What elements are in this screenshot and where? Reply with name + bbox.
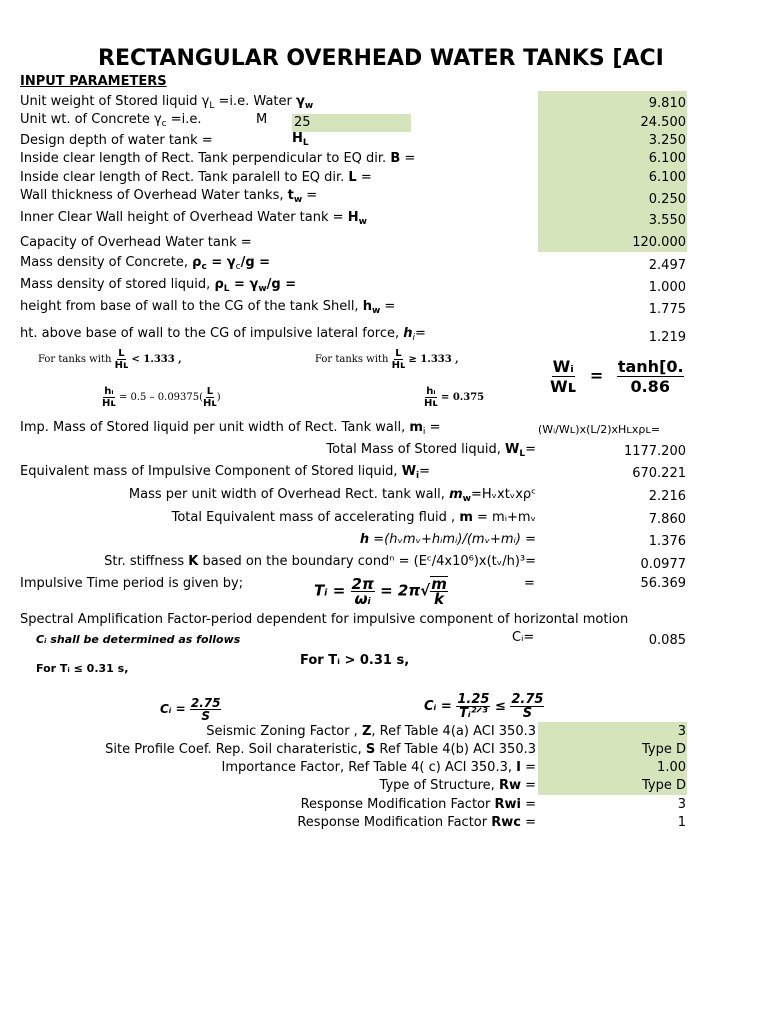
value-unit-weight-liquid[interactable]: 9.810: [648, 96, 686, 111]
value-rwi: 3: [677, 797, 686, 812]
value-total-equiv-mass: 7.860: [648, 512, 686, 527]
imp-mass-formula: (Wᵢ/Wʟ)x(L/2)xHʟxρʟ=: [538, 423, 661, 436]
formula-ci-small: Cᵢ = $\frac{2.75}{S}$: [160, 696, 221, 723]
formula-condition-small-ratio: For tanks with $\frac{L}{\text{Hʟ}}$ < 1.333 ,: [38, 348, 182, 371]
label-capacity: Capacity of Overhead Water tank =: [20, 235, 252, 250]
page-title: RECTANGULAR OVERHEAD WATER TANKS [ACI: [98, 46, 664, 71]
value-zone-factor[interactable]: 3: [677, 724, 686, 739]
concrete-grade-value[interactable]: 25: [294, 115, 311, 130]
label-importance-factor: Importance Factor, Ref Table 4( c) ACI 350.3, I =: [221, 760, 536, 775]
label-rwi: Response Modification Factor Rwi =: [300, 797, 536, 812]
value-time-period: 56.369: [640, 576, 686, 591]
formula-ci-note: Cᵢ shall be determined as follows: [36, 633, 241, 646]
formula-wi-ratio: $\frac{\text{Wᵢ}}{\text{Wʟ}}$ = $\frac{\tanh[0.}{0.86}$: [550, 357, 684, 396]
value-height-impulsive: 1.219: [648, 330, 686, 345]
label-design-depth: Design depth of water tank =: [20, 133, 213, 148]
spectral-heading: Spectral Amplification Factor-period dependent for impulsive component of horizontal motion: [20, 612, 629, 627]
value-height-cg-shell: 1.775: [648, 302, 686, 317]
label-stiffness: Str. stiffness K based on the boundary condⁿ = (Eᶜ/4x10⁶)x(tᵥ/h)³=: [104, 554, 536, 569]
label-height-impulsive: ht. above base of wall to the CG of impulsive lateral force, $h_i=$: [20, 326, 426, 343]
design-depth-symbol: $H_L$: [292, 131, 309, 148]
value-ci: 0.085: [648, 633, 686, 648]
value-rwc: 1: [677, 815, 686, 830]
label-clear-length-b: Inside clear length of Rect. Tank perpendicular to EQ dir. B =: [20, 151, 416, 166]
value-capacity[interactable]: 120.000: [632, 235, 686, 250]
label-zone-factor: Seismic Zoning Factor , Z, Ref Table 4(a) ACI 350.3: [206, 724, 536, 739]
label-equiv-mass-impulsive: Equivalent mass of Impulsive Component of Stored liquid, $W_i=$: [20, 464, 431, 481]
label-soil-profile: Site Profile Coef. Rep. Soil charateristic, S Ref Table 4(b) ACI 350.3: [105, 742, 536, 757]
value-equiv-mass-impulsive: 670.221: [632, 466, 686, 481]
label-structure-type: Type of Structure, Rw =: [379, 778, 536, 793]
formula-ci-large: Cᵢ = $\frac{1.25}{\text{Tᵢ²ᐟ³}}$ ≤ $\frac{2.75}{S}$: [424, 692, 544, 721]
label-unit-weight-concrete: Unit wt. of Concrete $\gamma_c =i.e$.: [20, 112, 202, 129]
value-soil-profile[interactable]: Type D: [641, 742, 686, 757]
value-mass-wall: 2.216: [648, 489, 686, 504]
label-clear-length-l: Inside clear length of Rect. Tank paralell to EQ dir. L =: [20, 170, 372, 185]
formula-ti-small: For Tᵢ ≤ 0.31 s,: [36, 662, 129, 675]
label-wall-thickness: Wall thickness of Overhead Water tanks, $t_w$ =: [20, 188, 318, 205]
label-unit-weight-liquid: Unit weight of Stored liquid $\gamma_L =i.e$. Water $\gamma_w$: [20, 94, 314, 111]
label-mass-density-liquid: Mass density of stored liquid, $\rho_L = \gamma_w/g$ =: [20, 277, 297, 294]
label-mass-wall: Mass per unit width of Overhead Rect. tank wall, $m_w=Hᵥxtᵥx\rho ᶜ$: [128, 487, 536, 504]
time-period-equals: =: [524, 576, 535, 591]
value-structure-type[interactable]: Type D: [641, 778, 686, 793]
label-ci: Cᵢ=: [512, 630, 535, 645]
value-clear-length-b[interactable]: 6.100: [648, 151, 686, 166]
concrete-mark-label: M: [256, 112, 268, 127]
label-h-value: h =(hᵥmᵥ+hᵢmᵢ)/(mᵥ+mᵢ) =: [359, 532, 536, 547]
label-height-cg-shell: height from base of wall to the CG of the tank Shell, $h_w$ =: [20, 299, 396, 316]
label-imp-mass: Imp. Mass of Stored liquid per unit width of Rect. Tank wall, $m_i$ =: [20, 420, 441, 437]
value-h: 1.376: [648, 534, 686, 549]
formula-ti-large: For Tᵢ > 0.31 s,: [300, 653, 410, 668]
value-wall-thickness[interactable]: 0.250: [648, 192, 686, 207]
label-rwc: Response Modification Factor Rwc =: [297, 815, 536, 830]
formula-hi-large-ratio: $\frac{\text{hᵢ}}{\text{Hʟ}}$ = 0.375: [424, 386, 485, 409]
label-wall-height: Inner Clear Wall height of Overhead Water $\tan k = H_w$: [20, 210, 367, 227]
formula-condition-large-ratio: For tanks with $\frac{L}{\text{Hʟ}}$ ≥ 1.333 ,: [315, 348, 459, 371]
section-heading-input: INPUT PARAMETERS: [20, 74, 167, 89]
value-design-depth[interactable]: 3.250: [648, 133, 686, 148]
label-total-equiv-mass: Total Equivalent mass of accelerating fluid , m = mᵢ+mᵥ: [171, 510, 536, 525]
value-mass-density-concrete: 2.497: [648, 258, 686, 273]
formula-time-period: Tᵢ = $\frac{2\pi}{\text{ωᵢ}}$ = 2π√ $\frac{m}{k}$: [314, 574, 447, 608]
value-total-mass-liquid: 1177.200: [623, 444, 686, 459]
value-importance-factor[interactable]: 1.00: [657, 760, 686, 775]
value-wall-height[interactable]: 3.550: [648, 213, 686, 228]
value-mass-density-liquid: 1.000: [648, 280, 686, 295]
value-stiffness: 0.0977: [640, 557, 686, 572]
label-time-period: Impulsive Time period is given by;: [20, 576, 244, 591]
label-total-mass-liquid: Total Mass of Stored liquid, $W_L=$: [326, 442, 536, 459]
label-mass-density-concrete: Mass density of Concrete, $\rho_c = \gamma_c/g$ =: [20, 255, 271, 272]
formula-hi-small-ratio: $\frac{\text{hᵢ}}{\text{Hʟ}}$ = 0.5 – 0.09375( $\frac{L}{\text{Hʟ}}$ ): [102, 386, 221, 409]
value-unit-weight-concrete[interactable]: 24.500: [640, 115, 686, 130]
value-clear-length-l[interactable]: 6.100: [648, 170, 686, 185]
